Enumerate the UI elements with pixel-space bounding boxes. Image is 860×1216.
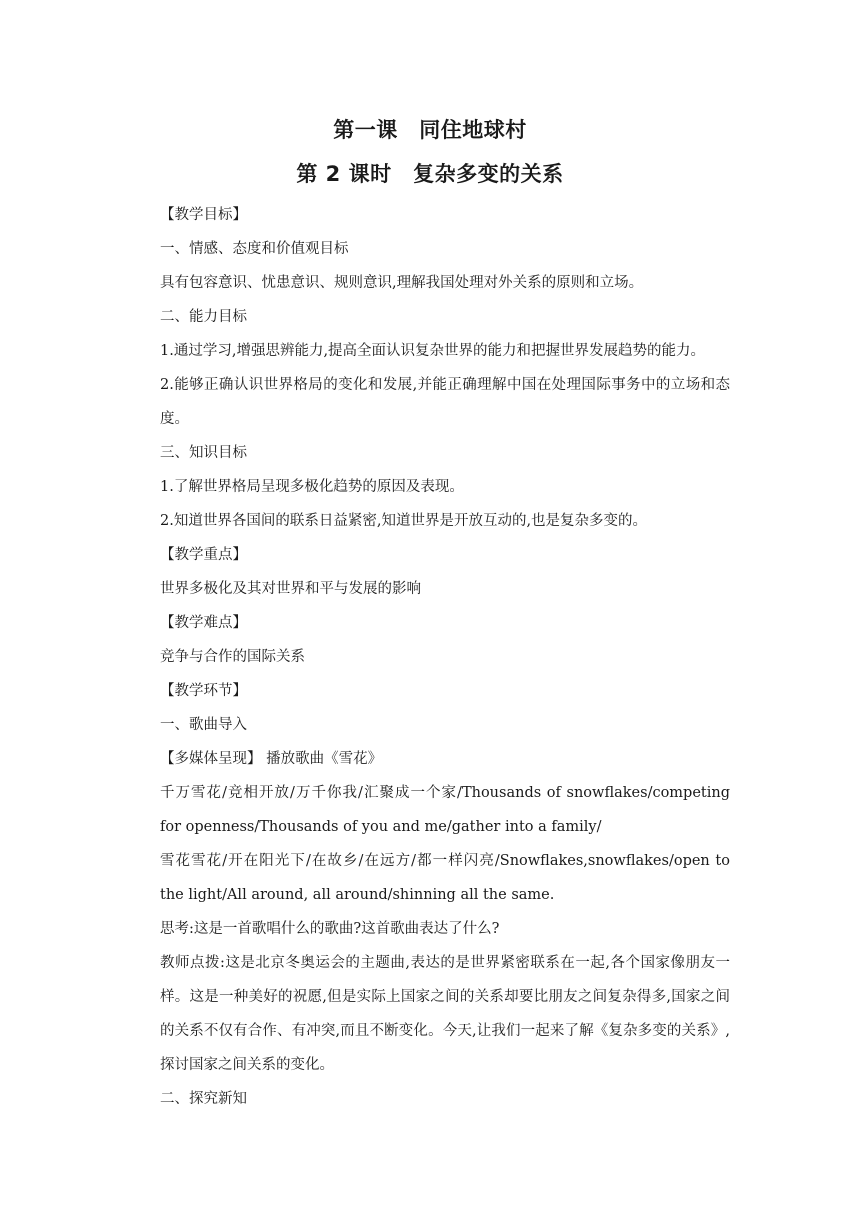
teacher-note-paragraph: 教师点拨:这是北京冬奥运会的主题曲,表达的是世界紧密联系在一起,各个国家像朋友一样。这是一种美好的祝愿,但是实际上国家之间的关系却要比朋友之间复杂得多,国家之间的关系不仅有合作、有冲突,而且不断变化。今天,让我们一起来了解《复杂多变的关系》,探讨国家之间关系的变化。 [160, 955, 730, 1073]
list-item: 1.通过学习,增强思辨能力,提高全面认识复杂世界的能力和把握世界发展趋势的能力。 [160, 343, 706, 359]
paragraph: 世界多极化及其对世界和平与发展的影响 [160, 581, 421, 597]
list-item: 2.知道世界各国间的联系日益紧密,知道世界是开放互动的,也是复杂多变的。 [160, 513, 648, 529]
question-paragraph: 思考:这是一首歌唱什么的歌曲?这首歌曲表达了什么? [160, 921, 500, 937]
section-heading: 【教学环节】 [160, 683, 247, 699]
paragraph: 竞争与合作的国际关系 [160, 649, 305, 665]
list-item: 1.了解世界格局呈现多极化趋势的原因及表现。 [160, 479, 464, 495]
media-line: 【多媒体呈现】 播放歌曲《雪花》 [160, 751, 383, 767]
paragraph: 具有包容意识、忧患意识、规则意识,理解我国处理对外关系的原则和立场。 [160, 275, 644, 291]
lesson-subtitle: 第 2 课时 复杂多变的关系 [296, 162, 564, 186]
lyrics-paragraph: 雪花雪花/开在阳光下/在故乡/在远方/都一样闪亮/Snowflakes,snowflakes/open to the light/All around, all around/shinning all the same. [160, 853, 730, 903]
lesson-title: 第一课 同住地球村 [333, 118, 527, 142]
lyrics-paragraph: 千万雪花/竞相开放/万千你我/汇聚成一个家/Thousands of snowflakes/competing for openness/Thousands of you and me/gather into a family/ [160, 785, 730, 835]
subsection-heading: 一、歌曲导入 [160, 717, 247, 733]
list-item: 2.能够正确认识世界格局的变化和发展,并能正确理解中国在处理国际事务中的立场和态度。 [160, 377, 730, 427]
subsection-heading: 三、知识目标 [160, 445, 247, 461]
subsection-heading: 一、情感、态度和价值观目标 [160, 241, 349, 257]
document-body [160, 198, 730, 1116]
subsection-heading: 二、探究新知 [160, 1091, 247, 1107]
section-heading: 【教学目标】 [160, 207, 247, 223]
section-heading: 【教学重点】 [160, 547, 247, 563]
section-heading: 【教学难点】 [160, 615, 247, 631]
subsection-heading: 二、能力目标 [160, 309, 247, 325]
